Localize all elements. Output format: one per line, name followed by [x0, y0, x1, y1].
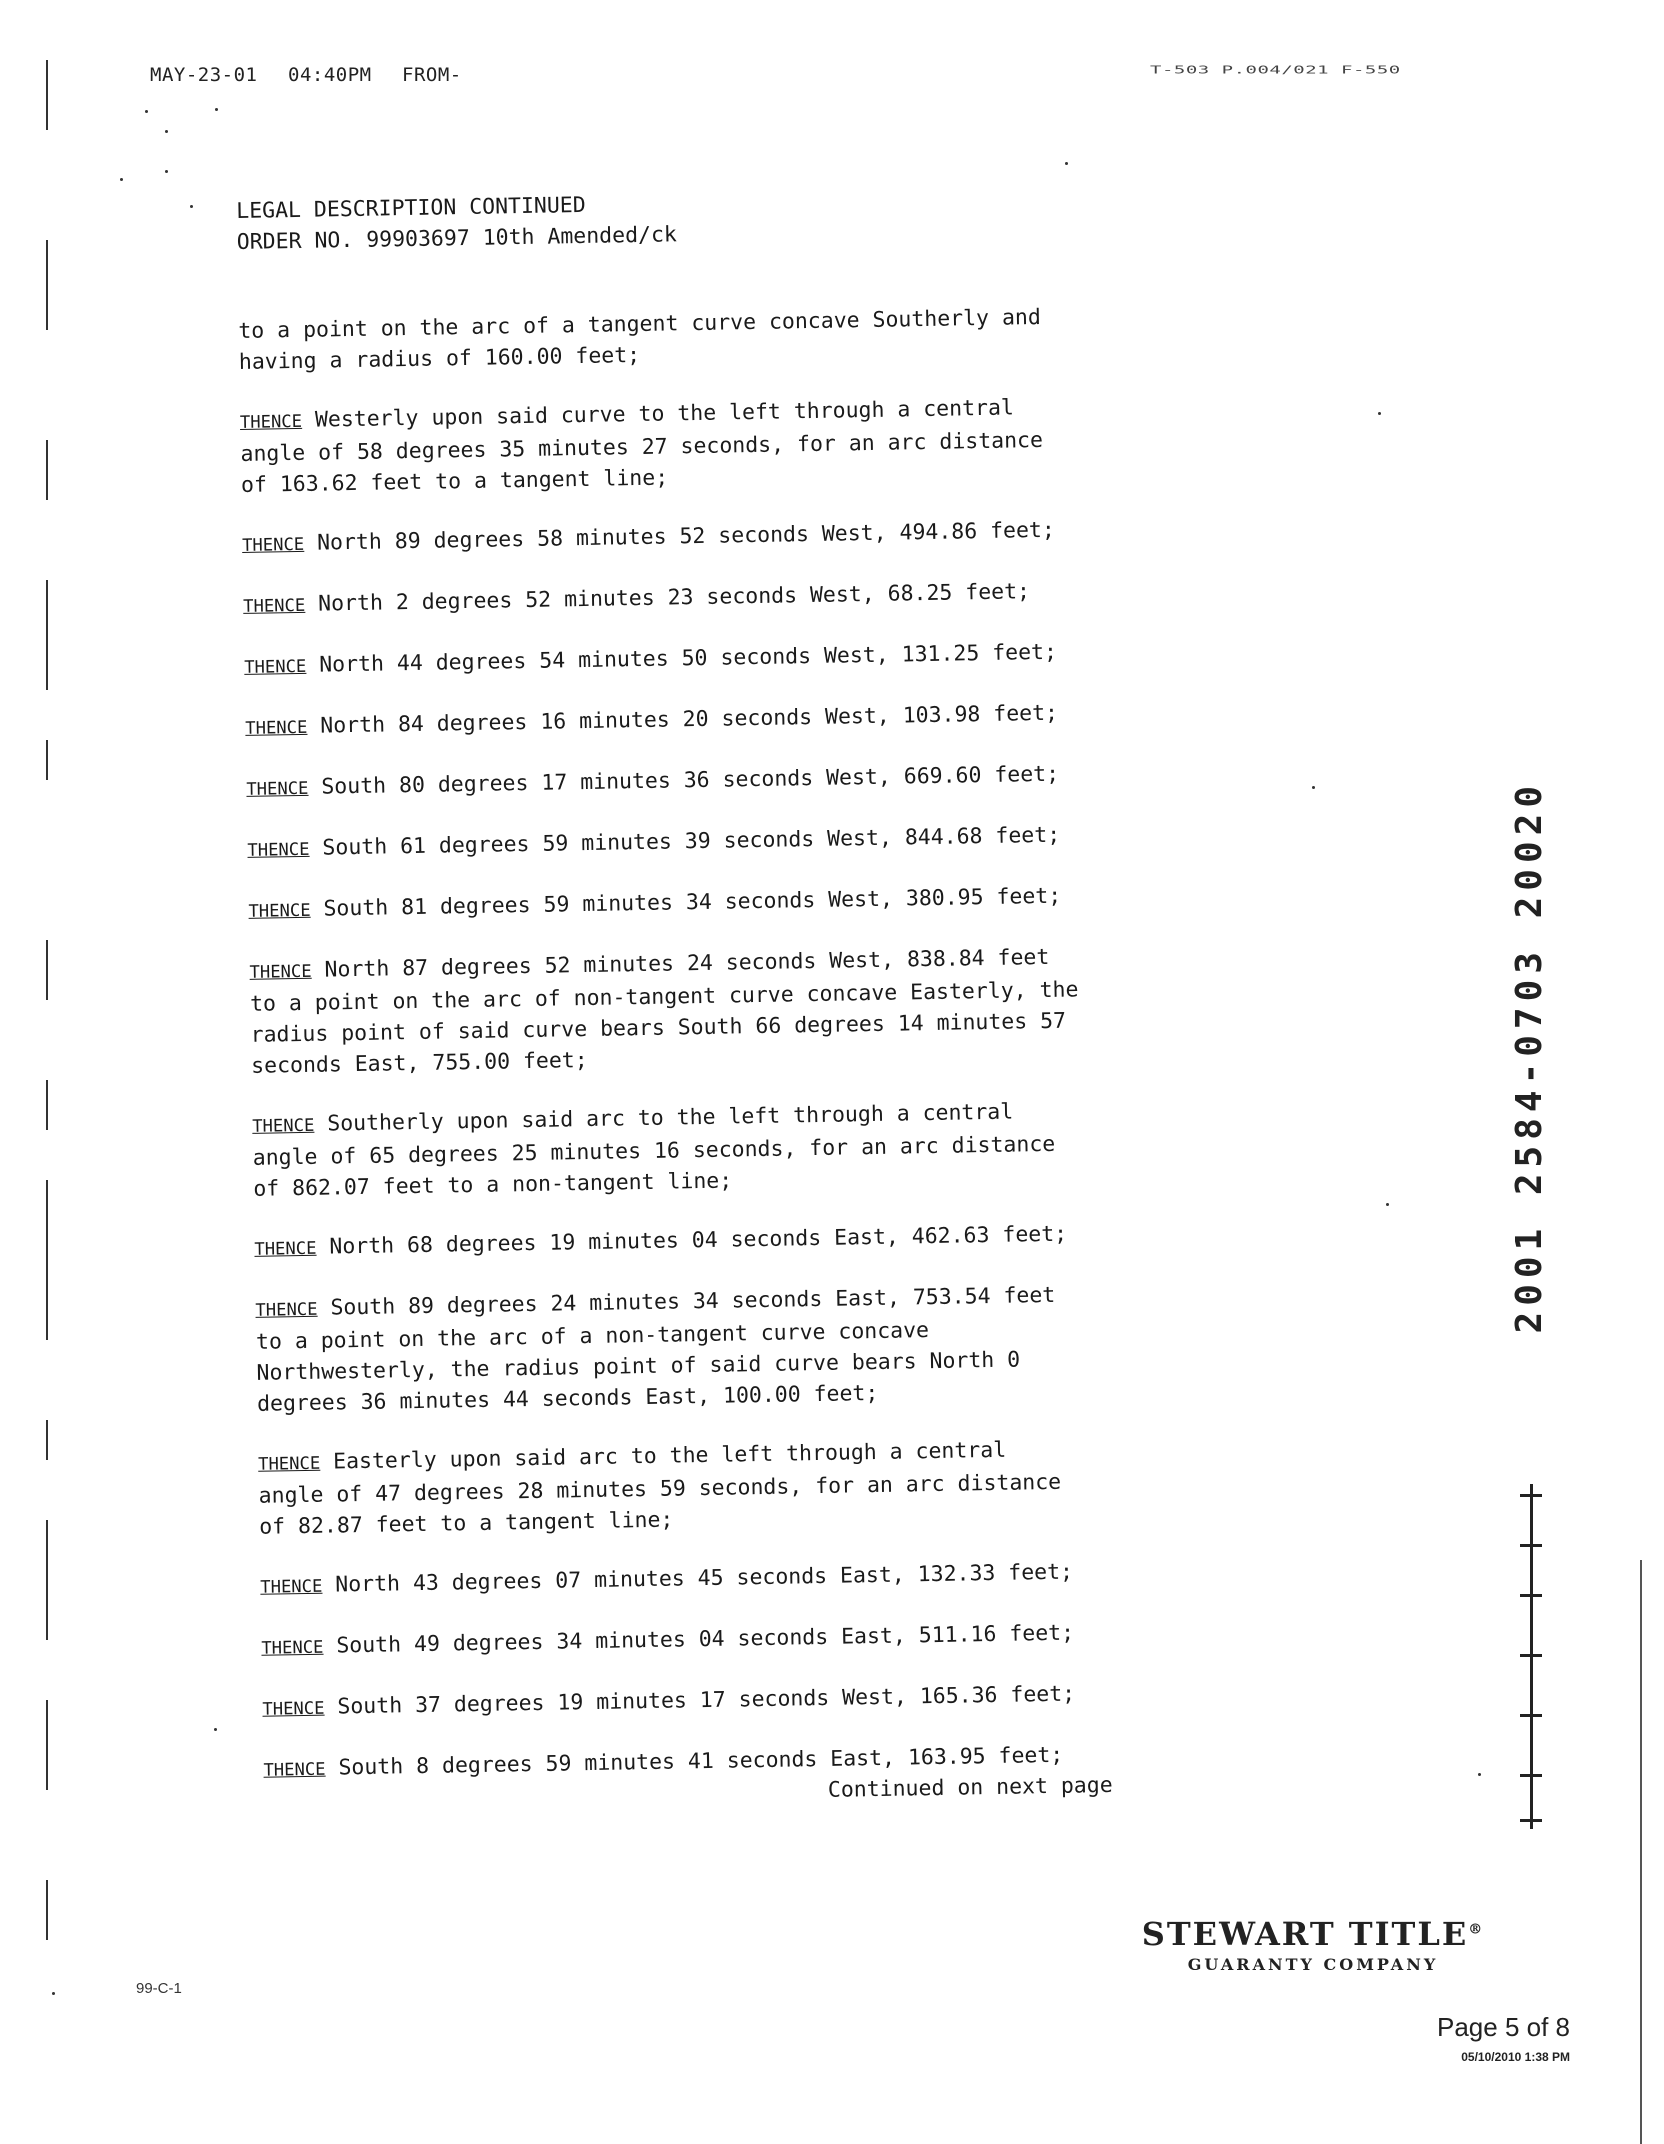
course-text: degrees 36 minutes 44 seconds East, 100.00 feet;	[256, 1380, 879, 1417]
course-line	[242, 512, 1202, 562]
course-line	[244, 634, 1204, 684]
course-paragraph	[261, 1615, 1221, 1665]
course-text: having a radius of 160.00 feet;	[238, 342, 641, 375]
course-paragraph	[249, 939, 1211, 1082]
thence-keyword: THENCE	[244, 656, 307, 678]
thence-keyword: THENCE	[246, 778, 309, 800]
course-text: angle of 58 degrees 35 minutes 27 seconds, for an arc distance	[240, 427, 1044, 467]
course-text: North 43 degrees 07 minutes 45 seconds East, 132.33 feet;	[335, 1559, 1074, 1598]
course-paragraph	[255, 1277, 1217, 1420]
course-paragraph	[240, 389, 1202, 501]
thence-keyword: THENCE	[252, 1115, 315, 1137]
course-line	[248, 878, 1208, 928]
course-text: angle of 47 degrees 28 minutes 59 seconds, for an arc distance	[258, 1469, 1062, 1509]
thence-keyword: THENCE	[242, 595, 306, 617]
logo-name: STEWART TITLE	[1141, 1915, 1469, 1953]
course-text: Northwesterly, the radius point of said curve bears North 0	[256, 1347, 1021, 1386]
course-text: Easterly upon said arc to the left through a central	[332, 1437, 1007, 1475]
course-line	[247, 817, 1207, 867]
course-text: of 82.87 feet to a tangent line;	[259, 1507, 674, 1540]
stamp-barcode-marks	[1516, 1484, 1544, 1829]
thence-keyword: THENCE	[248, 900, 311, 922]
course-text: seconds East, 755.00 feet;	[250, 1047, 588, 1079]
course-text: South 89 degrees 24 minutes 34 seconds East, 753.54 feet	[330, 1282, 1056, 1321]
course-paragraph	[246, 756, 1206, 806]
registered-mark: ®	[1468, 1921, 1485, 1938]
page-number: Page 5 of 8	[1437, 2012, 1570, 2042]
course-paragraph	[244, 634, 1204, 684]
course-text: angle of 65 degrees 25 minutes 16 seconds, for an arc distance	[252, 1131, 1056, 1171]
course-line	[262, 1676, 1222, 1726]
thence-keyword: THENCE	[254, 1238, 317, 1260]
thence-keyword: THENCE	[249, 961, 312, 983]
course-text: North 44 degrees 54 minutes 50 seconds West, 131.25 feet;	[319, 639, 1058, 678]
course-text: North 2 degrees 52 minutes 23 seconds West, 68.25 feet;	[317, 579, 1031, 617]
course-paragraph	[254, 1216, 1214, 1266]
thence-keyword: THENCE	[257, 1453, 321, 1475]
stewart-title-logo	[1118, 1915, 1508, 1974]
fax-time: 04:40PM	[288, 64, 372, 86]
course-paragraph	[260, 1554, 1220, 1604]
fax-from: FROM-	[402, 64, 462, 86]
course-text: North 84 degrees 16 minutes 20 seconds West, 103.98 feet;	[320, 700, 1059, 739]
thence-keyword: THENCE	[255, 1299, 318, 1321]
heading-title: LEGAL DESCRIPTION CONTINUED	[236, 192, 586, 224]
course-text: South 8 degrees 59 minutes 41 seconds East, 163.95 feet;	[338, 1742, 1064, 1781]
course-text: South 80 degrees 17 minutes 36 seconds West, 669.60 feet;	[321, 761, 1060, 800]
scan-right-edge	[1640, 1560, 1642, 2144]
course-text: North 87 degrees 52 minutes 24 seconds West, 838.84 feet	[324, 944, 1050, 983]
logo-subtitle: GUARANTY COMPANY	[1187, 1955, 1439, 1974]
thence-keyword: THENCE	[247, 839, 310, 861]
course-text: Southerly upon said arc to the left through a central	[327, 1099, 1014, 1137]
course-text: of 163.62 feet to a tangent line;	[240, 465, 669, 498]
continued-note: Continued on next page	[827, 1772, 1113, 1803]
thence-keyword: THENCE	[245, 717, 308, 739]
thence-keyword: THENCE	[239, 411, 303, 433]
order-number: ORDER NO. 99903697 10th Amended/ck	[236, 222, 678, 255]
course-text: to a point on the arc of a tangent curve concave Southerly and	[238, 304, 1042, 344]
course-text: of 862.07 feet to a non-tangent line;	[253, 1168, 733, 1202]
thence-keyword: THENCE	[260, 1576, 323, 1598]
scan-edge-marks	[40, 60, 70, 2020]
thence-keyword: THENCE	[262, 1698, 325, 1720]
course-paragraph	[243, 573, 1203, 623]
fax-header	[150, 64, 1400, 94]
thence-keyword: THENCE	[241, 534, 305, 556]
course-text: to a point on the arc of a non-tangent curve concave	[255, 1318, 930, 1355]
course-paragraph	[258, 1431, 1220, 1543]
course-text: South 49 degrees 34 minutes 04 seconds East, 511.16 feet;	[336, 1620, 1075, 1659]
course-line	[246, 756, 1206, 806]
paragraph-list	[238, 299, 1224, 1787]
course-line	[261, 1615, 1221, 1665]
course-paragraph	[238, 299, 1199, 378]
form-code: 99-C-1	[136, 1980, 182, 1997]
thence-keyword: THENCE	[261, 1637, 324, 1659]
course-text: South 37 degrees 19 minutes 17 seconds West, 165.36 feet;	[337, 1681, 1076, 1720]
course-line	[243, 573, 1203, 623]
recording-stamp: 2001 2584-0703 20020	[1509, 780, 1550, 1334]
course-text: Westerly upon said curve to the left through a central	[314, 395, 1015, 433]
course-text: North 89 degrees 58 minutes 52 seconds West, 494.86 feet;	[316, 517, 1056, 556]
course-line	[254, 1216, 1214, 1266]
course-text: South 61 degrees 59 minutes 39 seconds West, 844.68 feet;	[322, 822, 1061, 861]
course-paragraph	[248, 878, 1208, 928]
course-text: South 81 degrees 59 minutes 34 seconds West, 380.95 feet;	[323, 883, 1062, 922]
course-text: North 68 degrees 19 minutes 04 seconds East, 462.63 feet;	[329, 1221, 1068, 1260]
legal-description	[236, 179, 1224, 1816]
thence-keyword: THENCE	[263, 1759, 326, 1781]
fax-page-info: T-503 P.004/021 F-550	[1150, 64, 1401, 77]
print-timestamp: 05/10/2010 1:38 PM	[1461, 2050, 1570, 2064]
course-paragraph	[242, 512, 1202, 562]
course-paragraph	[252, 1093, 1214, 1205]
document-heading	[236, 179, 1197, 258]
course-paragraph	[247, 817, 1207, 867]
course-line	[260, 1554, 1220, 1604]
fax-date: MAY-23-01	[150, 64, 258, 86]
course-line	[245, 695, 1205, 745]
course-paragraph	[245, 695, 1205, 745]
course-paragraph	[262, 1676, 1222, 1726]
course-text: radius point of said curve bears South 66 degrees 14 minutes 57	[250, 1008, 1067, 1048]
course-text: to a point on the arc of non-tangent curve concave Easterly, the	[249, 977, 1079, 1017]
